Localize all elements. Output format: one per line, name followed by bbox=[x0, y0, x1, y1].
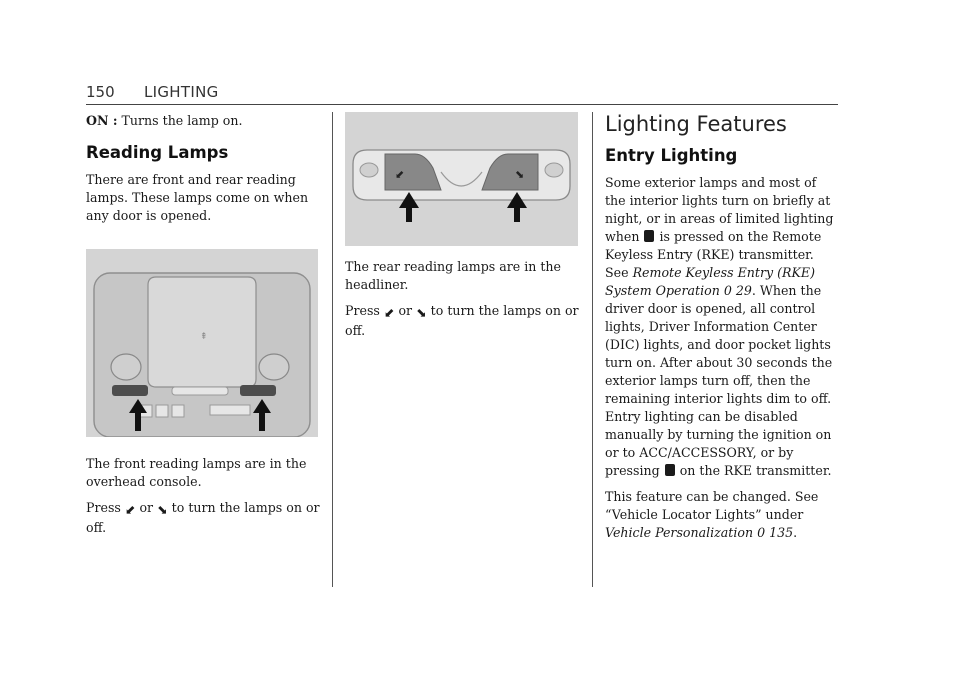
page-reference[interactable]: 0 29 bbox=[723, 283, 752, 298]
or-word: or bbox=[398, 303, 413, 318]
paragraph-text: . When the driver door is opened, all control lights, Driver Information Center (DIC) lights, and door pocket lights turn on. After about 30 seconds the exterior lamps turn off, then the remaining interior lights dim to off. Entry lighting can be disabled manually by turning the ignition on or to ACC/ACCESSORY, or by pressing bbox=[605, 283, 833, 478]
reading-lamps-intro: There are front and rear reading lamps. These lamps come on when any door is opened. bbox=[86, 172, 309, 223]
overhead-console-illustration bbox=[86, 249, 318, 437]
column-1 bbox=[86, 112, 322, 545]
front-lamps-instruction bbox=[86, 499, 322, 537]
svg-text:⬋: ⬋ bbox=[395, 168, 405, 181]
lamp-right-icon: ⬊ bbox=[157, 502, 168, 517]
paragraph-end: . bbox=[793, 525, 798, 540]
paragraph-text: This feature can be changed. See “Vehicle Locator Lights” under bbox=[605, 489, 819, 522]
personalization-paragraph bbox=[605, 488, 840, 542]
reading-lamps-heading: Reading Lamps bbox=[86, 143, 229, 162]
rear-lamps-instruction bbox=[345, 302, 579, 340]
lamp-left-icon: ⬋ bbox=[124, 502, 136, 517]
column-3 bbox=[605, 112, 840, 550]
section-title: LIGHTING bbox=[144, 83, 219, 101]
instruction-tail: to turn the lamps on or off. bbox=[86, 500, 320, 535]
page-reference[interactable]: 0 135 bbox=[757, 525, 794, 540]
rke-reference-link[interactable]: Remote Keyless Entry (RKE) System Operation bbox=[605, 265, 815, 298]
front-reading-lamps-figure bbox=[86, 249, 318, 437]
rear-lamps-caption: The rear reading lamps are in the headliner. bbox=[345, 259, 561, 292]
front-lamps-caption: The front reading lamps are in the overhead console. bbox=[86, 456, 307, 489]
paragraph-text: is pressed on the Remote Keyless Entry (RKE) transmitter. See bbox=[605, 229, 822, 280]
vehicle-personalization-link[interactable]: Vehicle Personalization bbox=[605, 525, 754, 540]
instruction-tail: to turn the lamps on or off. bbox=[345, 303, 579, 338]
page-header bbox=[86, 82, 838, 105]
svg-text:⬊: ⬊ bbox=[515, 168, 525, 181]
on-text: Turns the lamp on. bbox=[121, 113, 243, 128]
page-number: 150 bbox=[86, 83, 115, 101]
on-definition bbox=[86, 112, 322, 130]
svg-text:⇞: ⇞ bbox=[200, 332, 208, 342]
column-divider bbox=[332, 112, 333, 587]
lock-icon bbox=[665, 464, 675, 476]
lamp-left-icon: ⬋ bbox=[383, 305, 395, 320]
press-word: Press bbox=[86, 500, 121, 515]
headliner-lamps-illustration bbox=[345, 112, 578, 246]
column-2 bbox=[345, 112, 579, 348]
on-label: ON : bbox=[86, 113, 118, 128]
entry-lighting-heading: Entry Lighting bbox=[605, 146, 738, 165]
lighting-features-title: Lighting Features bbox=[605, 112, 787, 136]
or-word: or bbox=[139, 500, 154, 515]
press-word: Press bbox=[345, 303, 380, 318]
entry-lighting-paragraph bbox=[605, 174, 840, 480]
lamp-right-icon: ⬊ bbox=[416, 305, 427, 320]
paragraph-text: Some exterior lamps and most of the interior lights turn on briefly at night, or in areas of limited lighting when bbox=[605, 175, 834, 244]
paragraph-text: on the RKE transmitter. bbox=[679, 463, 832, 478]
unlock-icon bbox=[644, 230, 654, 242]
rear-reading-lamps-figure bbox=[345, 112, 578, 246]
column-divider bbox=[592, 112, 593, 587]
